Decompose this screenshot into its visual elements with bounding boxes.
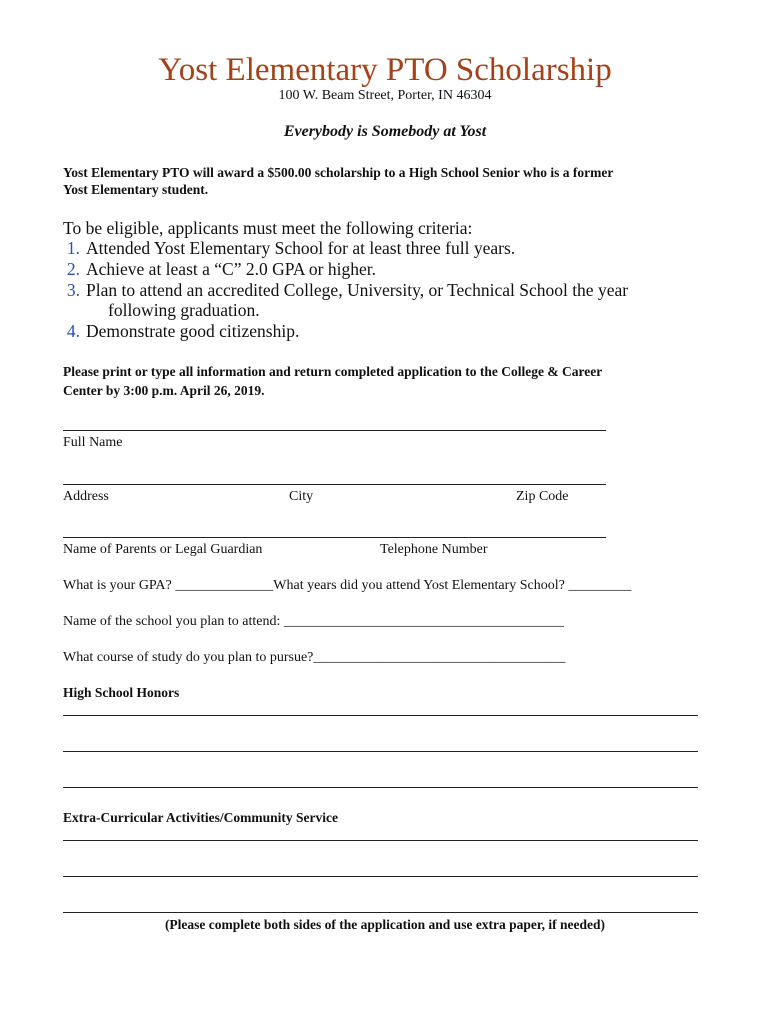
telephone-label: Telephone Number xyxy=(380,542,488,557)
city-label: City xyxy=(289,489,314,504)
intro-line-2: Yost Elementary student. xyxy=(63,182,209,197)
full-name-label: Full Name xyxy=(63,435,123,450)
parents-label: Name of Parents or Legal Guardian xyxy=(63,542,263,557)
course-field[interactable]: What course of study do you plan to pursue?____________________________________ xyxy=(63,650,566,665)
honors-line[interactable] xyxy=(63,787,698,788)
activities-line[interactable] xyxy=(63,876,698,877)
motto: Everybody is Somebody at Yost xyxy=(283,123,487,140)
criteria-heading: To be eligible, applicants must meet the following criteria: xyxy=(63,218,473,238)
address-line[interactable] xyxy=(63,484,606,485)
footer-note: (Please complete both sides of the application and use extra paper, if needed) xyxy=(164,917,606,932)
criteria-item-continued: following graduation. xyxy=(108,300,260,320)
page-title: Yost Elementary PTO Scholarship xyxy=(158,52,612,88)
honors-line[interactable] xyxy=(63,715,698,716)
gpa-field[interactable]: What is your GPA? ______________What years did you attend Yost Elementary School? _________ xyxy=(63,578,632,593)
zip-label: Zip Code xyxy=(516,489,569,504)
activities-line[interactable] xyxy=(63,840,698,841)
school-field[interactable]: Name of the school you plan to attend: ________________________________________ xyxy=(63,614,564,629)
activities-heading: Extra-Curricular Activities/Community Service xyxy=(63,810,338,825)
honors-line[interactable] xyxy=(63,751,698,752)
instructions-line-2: Center by 3:00 p.m. April 26, 2019. xyxy=(63,383,265,398)
parents-line[interactable] xyxy=(63,537,606,538)
criteria-item: 2. Achieve at least a “C” 2.0 GPA or higher. xyxy=(66,259,376,279)
full-name-line[interactable] xyxy=(63,430,606,431)
instructions-line-1: Please print or type all information and return completed application to the College & Career xyxy=(63,364,603,379)
criteria-item: 4. Demonstrate good citizenship. xyxy=(66,321,300,341)
activities-line[interactable] xyxy=(63,912,698,913)
address-label: Address xyxy=(63,489,109,504)
intro-line-1: Yost Elementary PTO will award a $500.00 scholarship to a High School Senior who is a former xyxy=(63,165,614,180)
honors-heading: High School Honors xyxy=(63,685,180,700)
address: 100 W. Beam Street, Porter, IN 46304 xyxy=(278,88,492,103)
criteria-item: 3. Plan to attend an accredited College, University, or Technical School the year xyxy=(66,280,629,300)
criteria-item: 1. Attended Yost Elementary School for at least three full years. xyxy=(66,238,516,258)
